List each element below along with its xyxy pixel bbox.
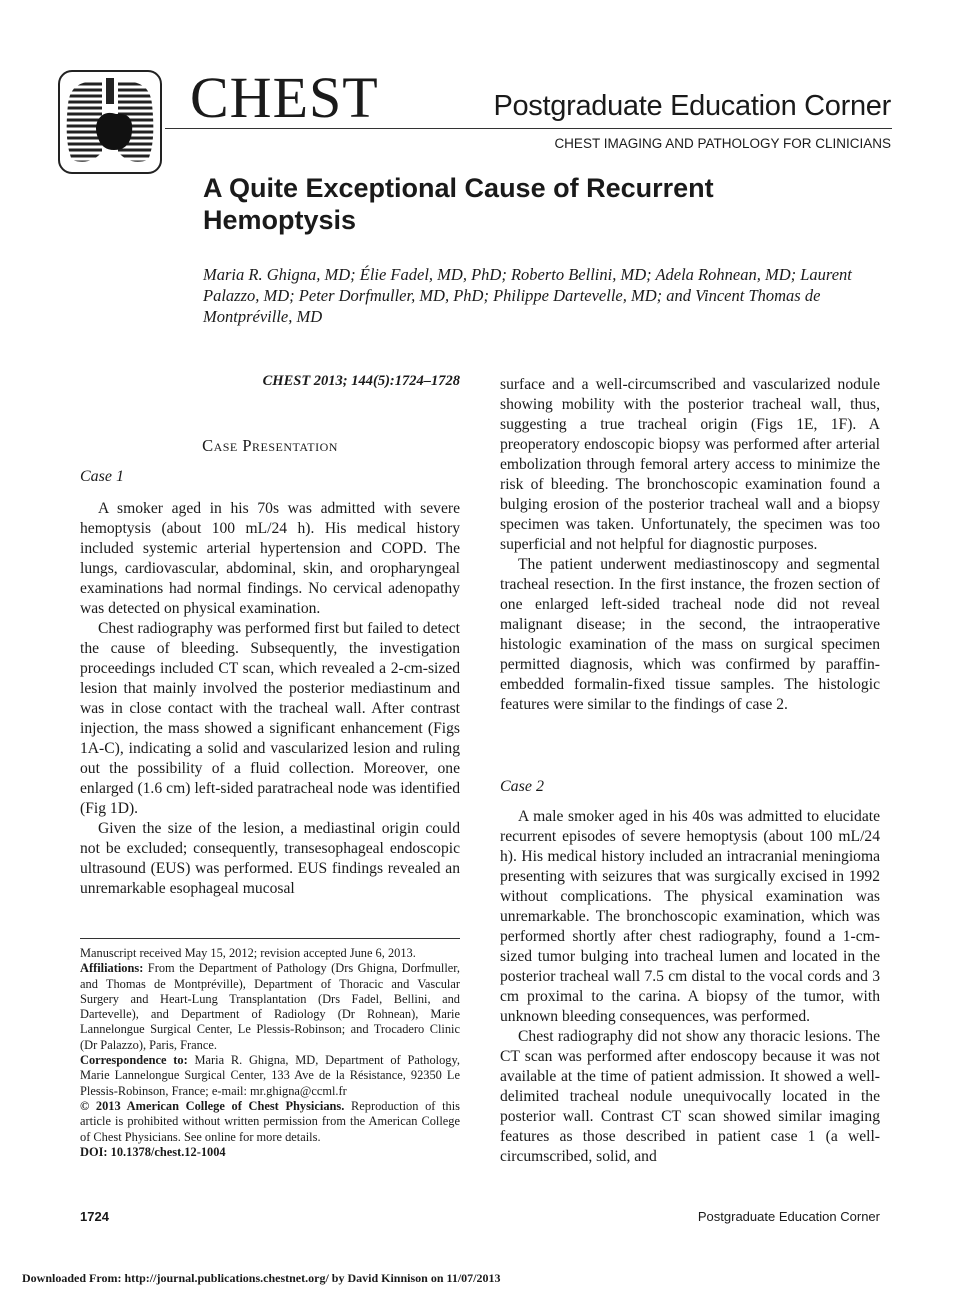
correspondence-note [80,1053,460,1099]
case2-heading: Case 2 [500,778,544,795]
chest-logo-icon [58,70,162,174]
paragraph: A male smoker aged in his 40s was admitted to elucidate recurrent episodes of severe hemoptysis (about 100 mL/24 h). His medical history included an intracranial meningioma presenting with seizures that was surgically excised in 1992 without complications. The physical examination was unremarkable. The bronchoscopic examination, which was performed shortly after chest radiography, found a 1-cm-sized tumor bulging into tracheal lumen and located in the posterior tracheal wall 7.5 cm distal to the vocal cords and 3 cm proximal to the carina. A biopsy of the tumor, with unknown bleeding consequences, was performed. [500,808,880,1025]
article-title: A Quite Exceptional Cause of Recurrent Hemoptysis [203,173,714,235]
right-column-body-bottom [500,807,880,1167]
manuscript-note: Manuscript received May 15, 2012; revision accepted June 6, 2013. [80,946,416,960]
paragraph: A smoker aged in his 70s was admitted with severe hemoptysis (about 100 mL/24 h). His medical history included systemic arterial hypertension and COPD. The lungs, cardiovascular, abdominal, skin, and oropharyngeal examinations had normal findings. No cervical adenopathy was detected on physical examination. [80,500,460,617]
footnote-divider [80,938,460,939]
citation: CHEST 2013; 144(5):1724–1728 [262,373,460,389]
author-list: Maria R. Ghigna, MD; Élie Fadel, MD, PhD; Roberto Bellini, MD; Adela Rohnean, MD; Laurent Palazzo, MD; Peter Dorfmuller, MD, PhD; Philippe Dartevelle, MD; and Vincent Thomas de Montpréville, MD [203,265,852,326]
copyright-label: © 2013 American College of Chest Physicians. [80,1098,345,1113]
journal-name: CHEST [190,65,379,130]
paragraph: Given the size of the lesion, a mediastinal origin could not be excluded; consequently, transesophageal endoscopic ultrasound (EUS) was performed. EUS findings revealed an unremarkable esophageal mucosal [80,820,460,897]
paragraph: Chest radiography did not show any thoracic lesions. The CT scan was performed after endoscopy because it was not available at the time of patient admission. It showed a well-delimited tracheal nodule unequivocally located in the posterior wall. Contrast CT scan showed similar imaging features as those described in patient case 1 (a well-circumscribed, solid, and [500,1028,880,1165]
case1-heading: Case 1 [80,468,124,485]
footnotes [80,946,460,1160]
running-footer: Postgraduate Education Corner [697,1209,880,1224]
correspondence-text: Maria R. Ghigna, MD, Department of Pathology, Marie Lannelongue Surgical Center, 133 Ave de la Résistance, 92350 Le Plessis-Robinson, France; e-mail: mr.ghigna@ccml.fr [80,1053,460,1098]
header-divider [165,128,892,129]
section-subtitle: CHEST IMAGING AND PATHOLOGY FOR CLINICIANS [554,136,891,151]
affiliations-text: From the Department of Pathology (Drs Ghigna, Dorfmuller, and Thomas de Montpréville), Department of Thoracic and Vascular Surgery and Heart-Lung Transplantation (Drs Fadel, Bellini, and Dartevelle), and Department of Radiology (Dr Rohnean), Marie Lannelongue Surgical Center, Le Plessis-Robinson; and Trocadero Clinic (Dr Palazzo), Paris, France. [80,961,460,1052]
paragraph: Chest radiography was performed first but failed to detect the cause of bleeding. Subsequently, the investigation proceedings included CT scan, which revealed a 2-cm-sized lesion that mainly involved the posterior mediastinum and was in close contact with the tracheal wall. After contrast injection, the mass showed a significant enhancement (Figs 1A-C), indicating a solid and vascularized lesion and ruling out the possibility of a fluid collection. Moreover, one enlarged (1.6 cm) left-sided paratracheal node was identified (Fig 1D). [80,620,460,817]
case-presentation-heading: Case Presentation [202,436,338,455]
doi-label: DOI: [80,1144,108,1159]
page-number: 1724 [80,1209,109,1224]
copyright-text: Reproduction of this article is prohibited without written permission from the American College of Chest Physicians. See online for more details. [80,1098,460,1144]
paragraph: surface and a well-circumscribed and vascularized nodule showing mobility with the posterior tracheal wall, thus, suggesting a true tracheal origin (Figs 1E, 1F). A preoperatory endoscopic biopsy was performed after arterial embolization through femoral artery access to minimize the risk of bleeding. The bronchoscopic examination found a bulging erosion of the posterior tracheal wall and a biopsy specimen was taken. Unfortunately, the specimen was too superficial and not helpful for diagnostic purposes. [500,376,880,553]
lungs-icon [60,72,160,172]
right-column-body-top [500,375,880,715]
affiliations-note [80,961,460,1053]
section-title: Postgraduate Education Corner [493,90,891,122]
doi-note [80,1145,460,1160]
copyright-note [80,1099,460,1145]
doi-link[interactable]: 10.1378/chest.12-1004 [110,1144,226,1159]
affiliations-label: Affiliations: [80,961,144,976]
download-notice: Downloaded From: http://journal.publications.chestnet.org/ by David Kinnison on 11/07/2013 [22,1271,501,1285]
left-column-body [80,499,460,899]
paragraph: The patient underwent mediastinoscopy and segmental tracheal resection. In the first instance, the frozen section of one enlarged left-sided tracheal node did not reveal malignant disease; in the second, the intraoperative histologic examination of the mass on surgical specimen permitted diagnosis, which was confirmed by paraffin-embedded formalin-fixed tissue samples. The histologic features were similar to the findings of case 2. [500,556,880,713]
correspondence-label: Correspondence to: [80,1053,188,1068]
